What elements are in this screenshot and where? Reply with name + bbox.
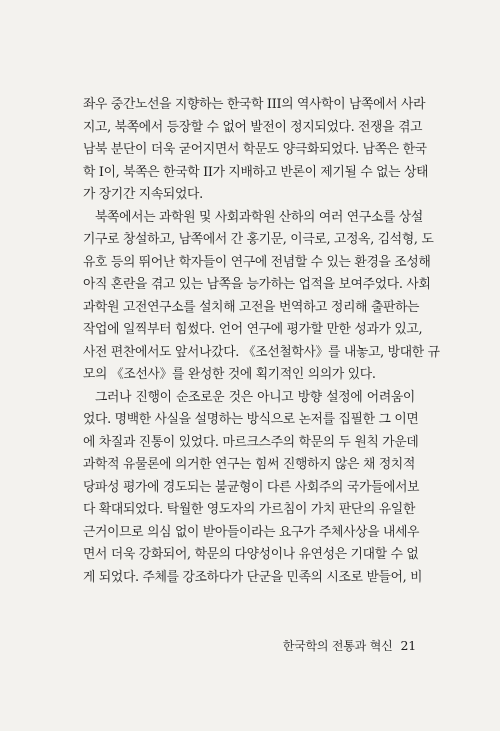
text-line: 근거이므로 의심 없이 받아들이라는 요구가 주체사상을 내세우: [83, 524, 420, 540]
text-line: 당파성 평가에 경도되는 불균형이 다른 사회주의 국가들에서보: [83, 479, 420, 495]
text-line: 면서 더욱 강화되어, 학문의 다양성이나 유연성은 기대할 수 없: [83, 547, 419, 562]
paragraph-3: [83, 387, 423, 590]
text-line: 모의 《조선사》를 완성한 것에 획기적인 의의가 있다.: [83, 367, 376, 382]
text-line: 그러나 진행이 순조로운 것은 아니고 방향 설정에 어려움이: [95, 389, 415, 405]
text-line: 북쪽에서는 과학원 및 사회과학원 산하의 여러 연구소를 상설: [95, 209, 423, 225]
text-line: 과학원 고전연구소를 설치해 고전을 번역하고 정리해 출판하는: [83, 299, 420, 315]
text-line: 기구로 창설하고, 남쪽에서 간 홍기문, 이극로, 고정옥, 김석형, 도: [83, 232, 434, 247]
text-line: 가 장기간 지속되었다.: [83, 187, 203, 202]
text-line: 좌우 중간노선을 지향하는 한국학 III의 역사학이 남쪽에서 사라: [83, 97, 426, 112]
book-title: 한국학의 전통과 혁신: [282, 639, 393, 653]
text-line: 게 되었다. 주체를 강조하다가 단군을 민족의 시조로 받들어, 비: [83, 569, 423, 585]
running-footer: [283, 637, 416, 654]
text-line: 유호 등의 뛰어난 학자들이 연구에 전념할 수 있는 환경을 조성해: [83, 254, 431, 270]
text-line: 학 I이, 북쪽은 한국학 II가 지배하고 반론이 제기될 수 없는 상태: [83, 164, 429, 180]
paragraph-1: [83, 94, 429, 207]
paragraph-2: [83, 207, 440, 387]
text-line: 다 확대되었다. 탁월한 영도자의 가르침이 가치 판단의 유일한: [83, 502, 415, 517]
page-body: [83, 94, 440, 589]
text-line: 아직 혼란을 겪고 있는 남쪽을 능가하는 업적을 보여주었다. 사회: [83, 277, 431, 292]
text-line: 었다. 명백한 사실을 설명하는 방식으로 논저를 집필한 그 이면: [83, 412, 419, 427]
text-line: 사전 편찬에서도 앞서나갔다. 《조선철학사》를 내놓고, 방대한 규: [83, 344, 440, 360]
text-line: 과학적 유물론에 의거한 연구는 힘써 진행하지 않은 채 정치적: [83, 457, 415, 472]
text-line: 지고, 북쪽에서 등장할 수 없어 발전이 정지되었다. 전쟁을 겪고: [83, 119, 423, 135]
page-number: 21: [400, 638, 416, 653]
text-line: 에 차질과 진통이 있었다. 마르크스주의 학문의 두 원칙 가운데: [83, 434, 419, 450]
text-line: 남북 분단이 더욱 굳어지면서 학문도 양극화되었다. 남쪽은 한국: [83, 142, 427, 157]
text-line: 작업에 일찍부터 힘썼다. 언어 연구에 평가할 만한 성과가 있고,: [83, 322, 423, 337]
